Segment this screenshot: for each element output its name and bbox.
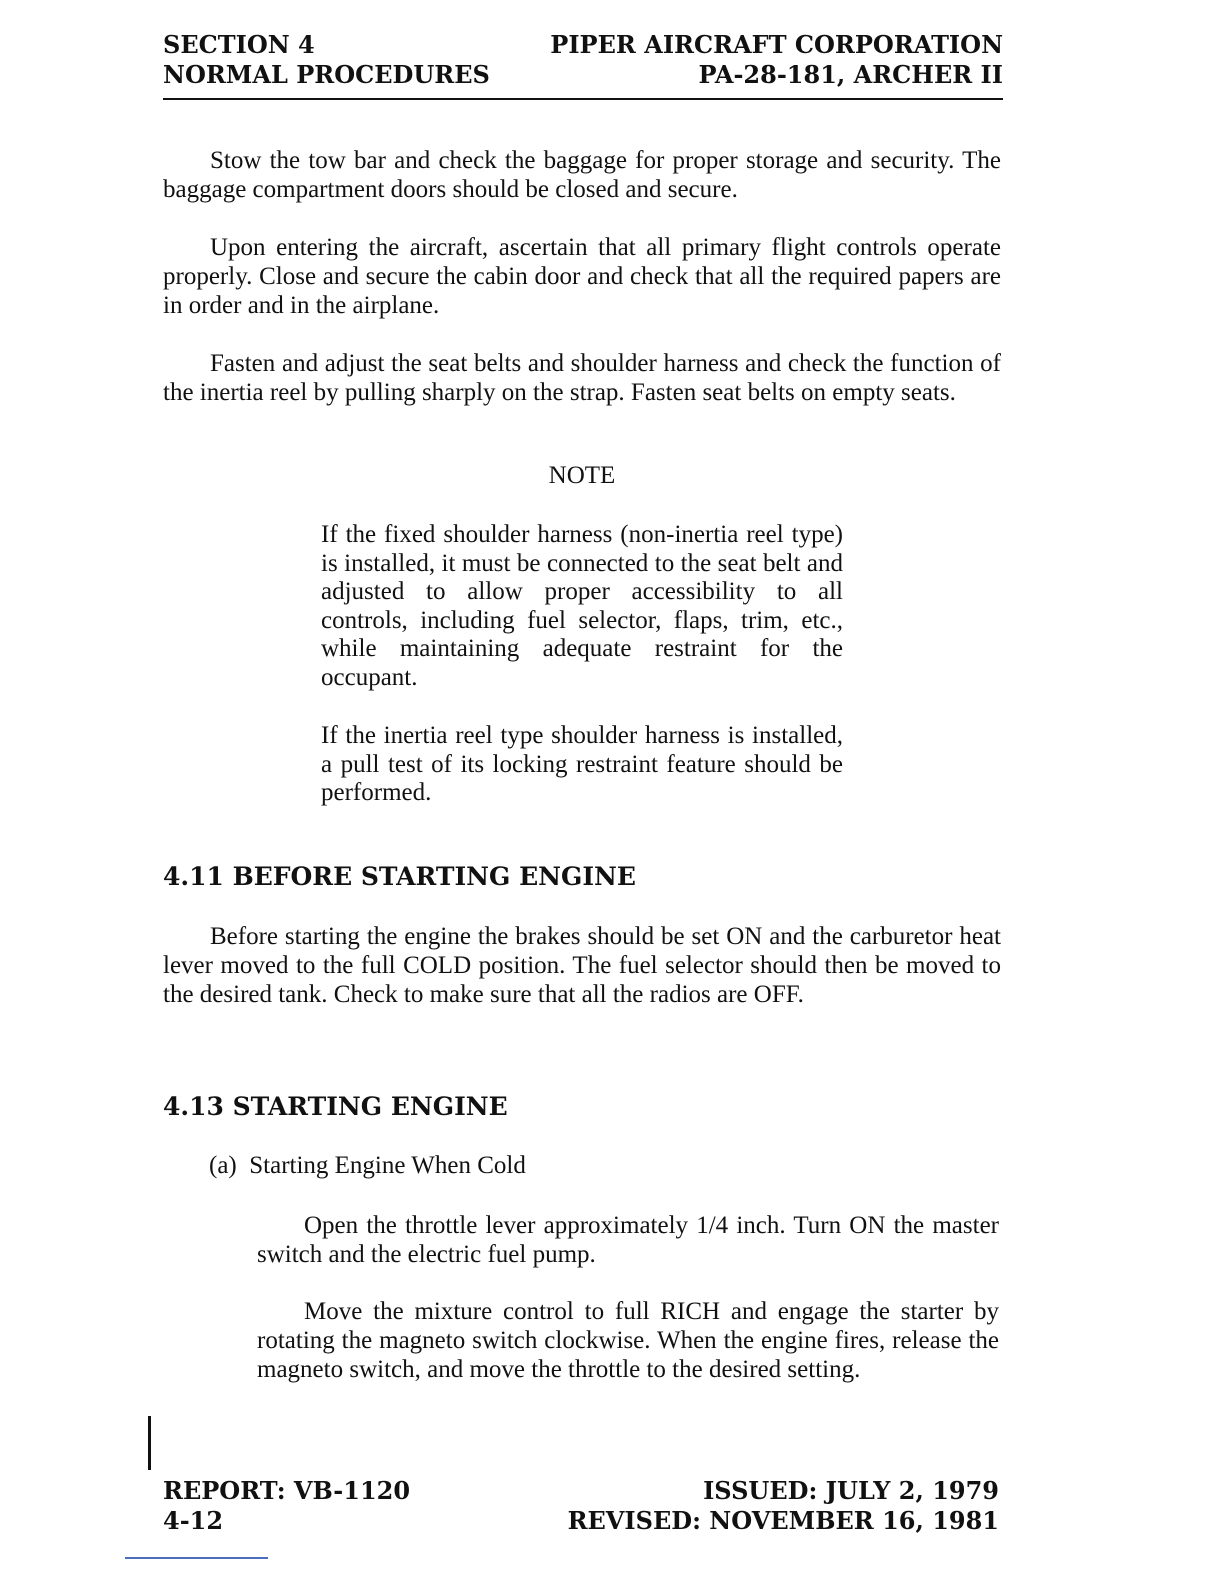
footer-date-info	[568, 1476, 999, 1536]
header-section-info	[163, 30, 490, 90]
footer-report-info	[163, 1476, 410, 1536]
page-header	[163, 30, 1003, 100]
footer-report-number: REPORT: VB-1120	[163, 1476, 411, 1505]
paragraph-open-throttle: Open the throttle lever approximately 1/4 inch. Turn ON the master switch and the electric fuel pump.	[257, 1212, 999, 1268]
footer-revised-date: REVISED: NOVEMBER 16, 1981	[567, 1506, 999, 1535]
paragraph-mixture-control: Move the mixture control to full RICH and engage the starter by rotating the magneto switch clockwise. When the engine fires, release the magneto switch, and move the throttle to the desired setting.	[257, 1298, 999, 1383]
header-manual-info	[550, 30, 1003, 90]
scan-edge-mark	[125, 1557, 268, 1559]
header-section-number: SECTION 4	[163, 30, 315, 59]
header-company: PIPER AIRCRAFT CORPORATION	[550, 30, 1003, 59]
paragraph-before-starting-engine: Before starting the engine the brakes should be set ON and the carburetor heat lever moved to the full COLD position. The fuel selector should then be moved to the desired tank. Check to make sure that all the radios are OFF.	[163, 923, 1001, 1008]
section-heading-starting-engine: 4.13 STARTING ENGINE	[163, 1092, 508, 1121]
note-paragraph-fixed-harness: If the fixed shoulder harness (non-inertia reel type) is installed, it must be connected to the seat belt and adjusted to allow proper accessibility to all controls, including fuel selector, flaps, trim, etc., while maintaining adequate restraint for the occupant.	[321, 521, 843, 691]
page-footer	[163, 1476, 999, 1540]
note-paragraph-inertia-reel: If the inertia reel type shoulder harness is installed, a pull test of its locking restraint feature should be performed.	[321, 722, 843, 806]
revision-change-bar	[148, 1416, 151, 1470]
footer-page-number: 4-12	[163, 1506, 224, 1535]
paragraph-seat-belts: Fasten and adjust the seat belts and shoulder harness and check the function of the inertia reel by pulling sharply on the strap. Fasten seat belts on empty seats.	[163, 350, 1001, 406]
section-heading-before-starting-engine: 4.11 BEFORE STARTING ENGINE	[163, 862, 636, 891]
paragraph-tow-bar: Stow the tow bar and check the baggage for proper storage and security. The baggage compartment doors should be closed and secure.	[163, 147, 1001, 203]
paragraph-flight-controls: Upon entering the aircraft, ascertain that all primary flight controls operate properly. Close and secure the cabin door and check that all the required papers are in order and in the airplane.	[163, 234, 1001, 319]
header-aircraft-model: PA-28-181, ARCHER II	[698, 60, 1003, 89]
footer-issued-date: ISSUED: JULY 2, 1979	[703, 1476, 999, 1505]
header-section-title: NORMAL PROCEDURES	[163, 60, 490, 89]
note-title: NOTE	[548, 462, 616, 489]
sub-heading-starting-engine-cold: (a) Starting Engine When Cold	[209, 1152, 526, 1179]
